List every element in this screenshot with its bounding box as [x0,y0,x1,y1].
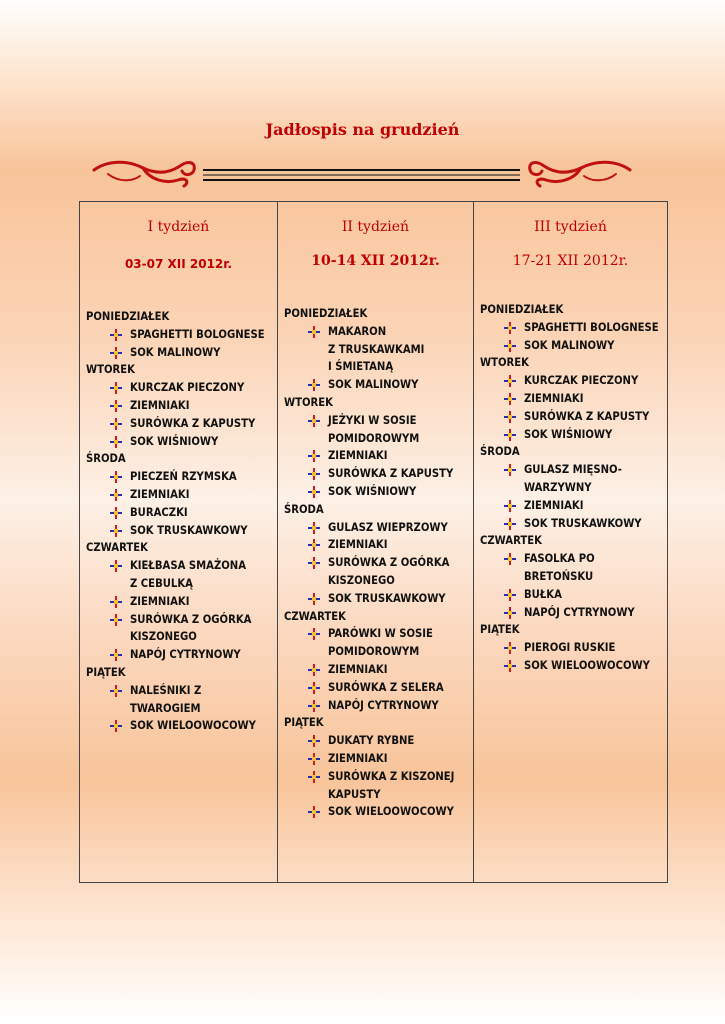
menu-item [110,646,275,664]
day-list [284,305,471,821]
menu-item [110,397,275,415]
menu-item-text: SURÓWKA Z KAPUSTY [524,409,650,423]
menu-item [308,519,471,537]
week-label: I tydzień [147,219,210,235]
menu-item-text: PIEROGI RUSKIE [524,641,616,655]
week-label: III tydzień [534,219,607,235]
menu-item [504,372,665,390]
bullet-icon [110,397,130,415]
bullet-icon [110,344,130,362]
menu-item [110,415,275,433]
bullet-icon [504,461,524,479]
menu-item-text: DUKATY RYBNE [328,734,415,748]
day-name: ŚRODA [284,502,324,516]
bullet-icon [110,593,130,611]
menu-item [504,319,665,337]
menu-item [110,611,275,647]
menu-item-text: SOK WIELOOWOCOWY [328,805,454,819]
bullet-icon [504,550,524,568]
menu-item [308,732,471,750]
menu-item [308,679,471,697]
menu-item-text: ZIEMNIAKI [328,449,388,463]
menu-item [504,515,665,533]
menu-item-text: PIECZEŃ RZYMSKA [130,470,237,484]
menu-item-text: FASOLKA PO BRETOŃSKU [524,552,595,583]
week-date-range: 10-14 XII 2012r. [311,253,440,269]
menu-item-text: KURCZAK PIECZONY [130,381,245,395]
bullet-icon [110,682,130,700]
bullet-icon [308,323,328,341]
bullet-icon [308,750,328,768]
menu-item-text: SURÓWKA Z KISZONEJ KAPUSTY [328,769,455,801]
bullet-icon [110,646,130,664]
menu-item [308,483,471,501]
menu-item [308,554,471,590]
menu-item-text: JEŻYKI W SOSIE POMIDOROWYM [328,413,420,445]
day-name: CZWARTEK [480,534,542,548]
day-name: WTOREK [284,395,333,409]
menu-item-text: SOK WIELOOWOCOWY [130,719,256,733]
menu-item [504,337,665,355]
day-name: WTOREK [480,356,529,370]
bullet-icon [308,803,328,821]
menu-item-text: SOK TRUSKAWKOWY [130,523,248,537]
week-column-2 [277,202,473,882]
menu-item-text: ZIEMNIAKI [328,751,388,765]
bullet-icon [308,768,328,786]
menu-item-text: KIEŁBASA SMAŻONA Z CEBULKĄ [130,559,247,590]
bullet-icon [504,408,524,426]
day-name: CZWARTEK [284,609,346,623]
menu-item [504,426,665,444]
menu-item [110,717,275,735]
menu-item [110,682,275,718]
day-name: PIĄTEK [86,665,126,679]
menu-item-text: SOK MALINOWY [524,338,615,352]
menu-item [504,586,665,604]
bullet-icon [308,447,328,465]
bullet-icon [110,522,130,540]
bullet-icon [110,433,130,451]
left-scroll-ornament [94,162,194,186]
menu-item [110,522,275,540]
menu-item-text: BURACZKI [130,505,188,519]
menu-item-text: ZIEMNIAKI [328,662,388,676]
bullet-icon [308,625,328,643]
menu-item [110,557,275,593]
day-name: PONIEDZIAŁEK [480,303,564,316]
menu-item [308,625,471,661]
bullet-icon [308,465,328,483]
menu-item-text: SOK WIELOOWOCOWY [524,658,650,672]
menu-item-text: ZIEMNIAKI [130,487,190,501]
decorative-divider [88,152,636,192]
bullet-icon [504,390,524,408]
menu-item-text: GULASZ MIĘSNO- WARZYWNY [524,463,622,494]
menu-item-text: NAPÓJ CYTRYNOWY [130,648,241,662]
day-list [86,308,275,735]
menu-item [308,536,471,554]
bullet-icon [504,515,524,533]
bullet-icon [504,319,524,337]
bullet-icon [308,679,328,697]
menu-item-text: SURÓWKA Z OGÓRKA KISZONEGO [130,612,252,644]
bullet-icon [308,697,328,715]
day-name: PONIEDZIAŁEK [284,307,368,320]
day-name: WTOREK [86,363,135,377]
bullet-icon [308,732,328,750]
menu-item-text: GULASZ WIEPRZOWY [328,520,448,534]
bullet-icon [308,412,328,430]
menu-item [504,550,665,586]
bullet-icon [308,519,328,537]
menu-item-text: SOK TRUSKAWKOWY [328,591,446,605]
menu-item [504,639,665,657]
menu-item [308,768,471,804]
menu-item [308,661,471,679]
menu-item [504,461,665,497]
menu-item [308,465,471,483]
menu-item [110,344,275,362]
menu-item-text: SPAGHETTI BOLOGNESE [130,327,265,341]
menu-item-text: SURÓWKA Z KAPUSTY [130,416,256,430]
week-date-range: 17-21 XII 2012r. [512,253,629,269]
right-scroll-ornament [530,162,630,186]
bullet-icon [308,376,328,394]
menu-item [110,326,275,344]
menu-item [308,412,471,448]
menu-item [504,657,665,675]
menu-item-text: PARÓWKI W SOSIE POMIDOROWYM [328,627,433,659]
menu-item-text: SOK WIŚNIOWY [328,484,417,498]
menu-item [504,497,665,515]
menu-item-text: SURÓWKA Z OGÓRKA KISZONEGO [328,556,450,587]
bullet-icon [308,536,328,554]
day-name: ŚRODA [86,452,126,466]
bullet-icon [110,486,130,504]
menu-item-text: NAPÓJ CYTRYNOWY [328,698,439,712]
day-list [480,301,665,675]
bullet-icon [110,379,130,397]
menu-item [110,379,275,397]
menu-item [110,468,275,486]
menu-item-text: SURÓWKA Z SELERA [328,680,444,694]
bullet-icon [110,717,130,735]
menu-item-text: ZIEMNIAKI [524,391,584,405]
bullet-icon [110,415,130,433]
menu-item-text: SOK TRUSKAWKOWY [524,516,642,530]
bullet-icon [504,497,524,515]
bullet-icon [504,604,524,622]
day-name: ŚRODA [480,445,520,459]
bullet-icon [308,590,328,608]
menu-item-text: NAPÓJ CYTRYNOWY [524,605,635,619]
menu-item [308,447,471,465]
menu-item-text: SOK MALINOWY [130,345,221,359]
bullet-icon [308,483,328,501]
menu-item-text: ZIEMNIAKI [328,538,388,552]
bullet-icon [110,326,130,344]
menu-item-text: MAKARON Z TRUSKAWKAMI I ŚMIETANĄ [328,324,425,374]
menu-item [504,408,665,426]
menu-item-text: ZIEMNIAKI [524,498,584,512]
menu-item [110,504,275,522]
bullet-icon [308,554,328,572]
week-column-3 [473,202,667,882]
menu-item-text: SOK WIŚNIOWY [524,427,613,441]
page-title: Jadłospis na grudzień [265,120,460,139]
menu-table [79,201,668,883]
menu-item-text: BUŁKA [524,587,562,601]
bullet-icon [504,337,524,355]
menu-item [504,604,665,622]
menu-item [110,593,275,611]
menu-item-text: SOK MALINOWY [328,378,419,392]
menu-item [308,803,471,821]
menu-item-text: NALEŚNIKI Z TWAROGIEM [130,683,202,715]
menu-item-text: SURÓWKA Z KAPUSTY [328,467,454,481]
week-label: II tydzień [341,219,410,235]
menu-item [110,486,275,504]
bullet-icon [504,586,524,604]
menu-item-text: KURCZAK PIECZONY [524,374,639,388]
menu-item [110,433,275,451]
menu-item [504,390,665,408]
day-name: CZWARTEK [86,541,148,555]
bullet-icon [504,372,524,390]
center-lines [203,170,520,180]
week-date-range: 03-07 XII 2012r. [124,257,233,271]
day-name: PIĄTEK [480,623,520,637]
bullet-icon [110,557,130,575]
bullet-icon [110,468,130,486]
bullet-icon [504,426,524,444]
menu-item-text: ZIEMNIAKI [130,398,190,412]
bullet-icon [504,639,524,657]
day-name: PONIEDZIAŁEK [86,310,170,323]
menu-item [308,376,471,394]
menu-item [308,323,471,376]
bullet-icon [308,661,328,679]
menu-item [308,697,471,715]
bullet-icon [110,504,130,522]
menu-item-text: ZIEMNIAKI [130,594,190,608]
bullet-icon [110,611,130,629]
bullet-icon [504,657,524,675]
menu-item-text: SOK WIŚNIOWY [130,434,219,448]
week-column-1 [80,202,277,882]
menu-item [308,750,471,768]
menu-item-text: SPAGHETTI BOLOGNESE [524,320,659,334]
day-name: PIĄTEK [284,716,324,730]
menu-item [308,590,471,608]
